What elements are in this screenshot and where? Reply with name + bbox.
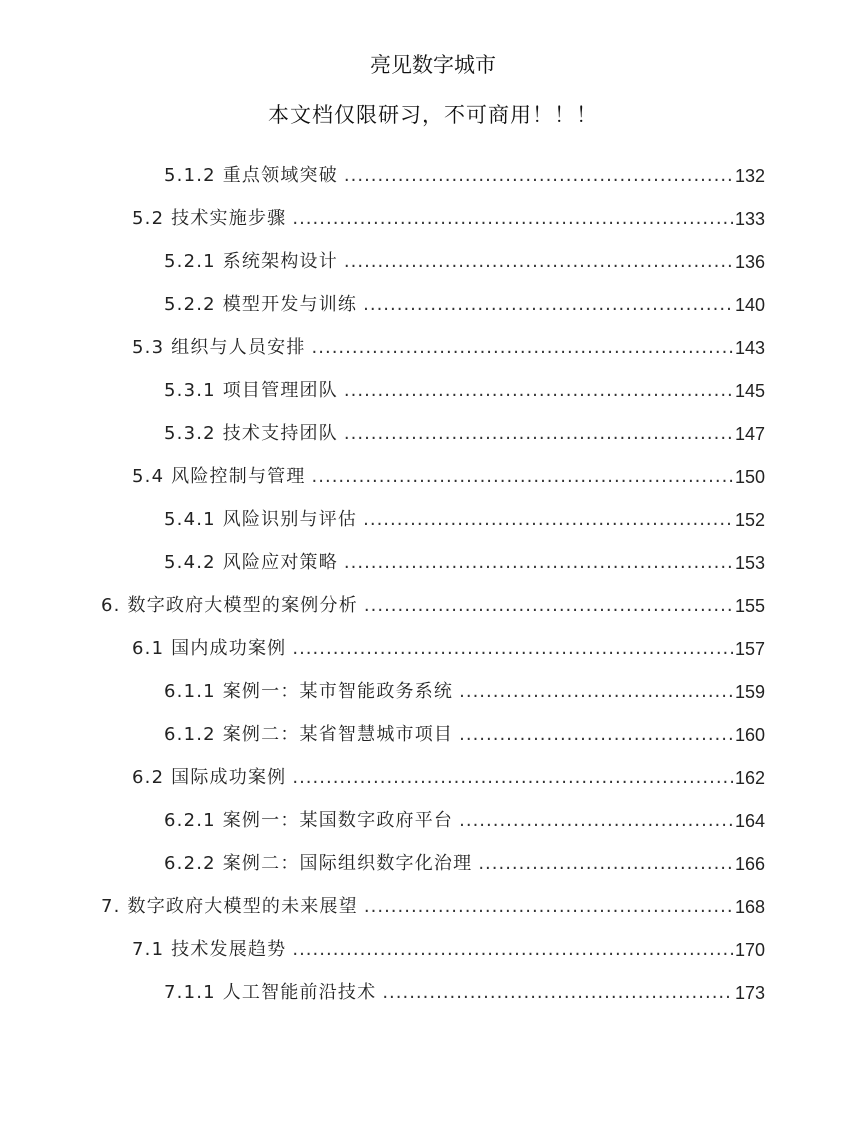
toc-page-number: 162	[734, 768, 765, 788]
toc-entry-label: 6.1 国内成功案例	[132, 638, 287, 659]
toc-page-number: 145	[734, 381, 765, 401]
toc-page-number: 153	[734, 553, 765, 573]
toc-entry[interactable]	[132, 330, 765, 360]
toc-entry[interactable]	[132, 459, 765, 489]
toc-entry[interactable]	[164, 416, 765, 446]
toc-dot-leader	[312, 465, 733, 489]
toc-page-number: 155	[734, 596, 765, 616]
toc-entry[interactable]	[132, 932, 765, 962]
toc-page-number: 132	[734, 166, 765, 186]
toc-entry[interactable]	[164, 975, 765, 1005]
toc-entry-label: 5.4 风险控制与管理	[132, 466, 306, 487]
toc-page-number: 147	[734, 424, 765, 444]
toc-entry[interactable]	[132, 201, 765, 231]
toc-dot-leader	[312, 336, 733, 360]
toc-dot-leader	[363, 293, 733, 317]
usage-notice: 本文档仅限研习，不可商用！！！	[268, 103, 598, 127]
toc-dot-leader	[292, 938, 733, 962]
toc-entry-label: 5.4.1 风险识别与评估	[164, 509, 358, 530]
toc-entry[interactable]	[132, 760, 765, 790]
toc-entry-label: 6.2 国际成功案例	[132, 767, 287, 788]
toc-dot-leader	[344, 551, 733, 575]
toc-page-number: 160	[734, 725, 765, 745]
toc-entry-label: 5.3.1 项目管理团队	[164, 380, 338, 401]
toc-entry-label: 5.3.2 技术支持团队	[164, 423, 338, 444]
toc-page-number: 136	[734, 252, 765, 272]
toc-dot-leader	[364, 594, 733, 618]
toc-entry-label: 5.3 组织与人员安排	[132, 337, 306, 358]
toc-dot-leader	[382, 981, 733, 1005]
toc-page-number: 168	[734, 897, 765, 917]
toc-page-number: 166	[734, 854, 765, 874]
toc-entry[interactable]	[164, 846, 765, 876]
toc-dot-leader	[344, 164, 733, 188]
toc-entry-label: 5.1.2 重点领域突破	[164, 165, 338, 186]
toc-entry-label: 5.2.1 系统架构设计	[164, 251, 338, 272]
toc-entry-label: 7.1 技术发展趋势	[132, 939, 287, 960]
toc-entry[interactable]	[164, 502, 765, 532]
document-header-title: 亮见数字城市	[370, 53, 496, 77]
toc-entry[interactable]	[101, 588, 765, 618]
toc-dot-leader	[459, 680, 733, 704]
toc-page-number: 170	[734, 940, 765, 960]
toc-entry-label: 7. 数字政府大模型的未来展望	[101, 896, 358, 917]
toc-page-number: 152	[734, 510, 765, 530]
toc-entry[interactable]	[164, 717, 765, 747]
toc-entry[interactable]	[164, 158, 765, 188]
toc-entry-label: 5.2.2 模型开发与训练	[164, 294, 358, 315]
toc-entry[interactable]	[164, 287, 765, 317]
toc-page-number: 159	[734, 682, 765, 702]
toc-dot-leader	[459, 723, 733, 747]
toc-dot-leader	[363, 508, 733, 532]
toc-page-number: 164	[734, 811, 765, 831]
toc-dot-leader	[344, 379, 733, 403]
toc-page-number: 140	[734, 295, 765, 315]
toc-entry-label: 5.4.2 风险应对策略	[164, 552, 338, 573]
toc-page-number: 173	[734, 983, 765, 1003]
toc-dot-leader	[292, 207, 733, 231]
toc-entry[interactable]	[164, 545, 765, 575]
toc-dot-leader	[344, 250, 733, 274]
toc-entry[interactable]	[164, 803, 765, 833]
toc-dot-leader	[478, 852, 733, 876]
toc-dot-leader	[292, 766, 733, 790]
toc-entry[interactable]	[164, 674, 765, 704]
toc-page-number: 143	[734, 338, 765, 358]
toc-page-number: 133	[734, 209, 765, 229]
toc-entry-label: 5.2 技术实施步骤	[132, 208, 287, 229]
toc-entry-label: 6.2.1 案例一：某国数字政府平台	[164, 810, 454, 831]
toc-entry[interactable]	[101, 889, 765, 919]
toc-dot-leader	[292, 637, 733, 661]
toc-entry-label: 6.1.2 案例二：某省智慧城市项目	[164, 724, 454, 745]
toc-entry-label: 7.1.1 人工智能前沿技术	[164, 982, 377, 1003]
toc-entry-label: 6.1.1 案例一：某市智能政务系统	[164, 681, 454, 702]
toc-dot-leader	[344, 422, 733, 446]
toc-dot-leader	[364, 895, 733, 919]
toc-entry-label: 6.2.2 案例二：国际组织数字化治理	[164, 853, 473, 874]
toc-dot-leader	[459, 809, 733, 833]
toc-entry-label: 6. 数字政府大模型的案例分析	[101, 595, 358, 616]
toc-page-number: 157	[734, 639, 765, 659]
toc-entry[interactable]	[164, 244, 765, 274]
toc-entry[interactable]	[164, 373, 765, 403]
toc-page-number: 150	[734, 467, 765, 487]
toc-entry[interactable]	[132, 631, 765, 661]
